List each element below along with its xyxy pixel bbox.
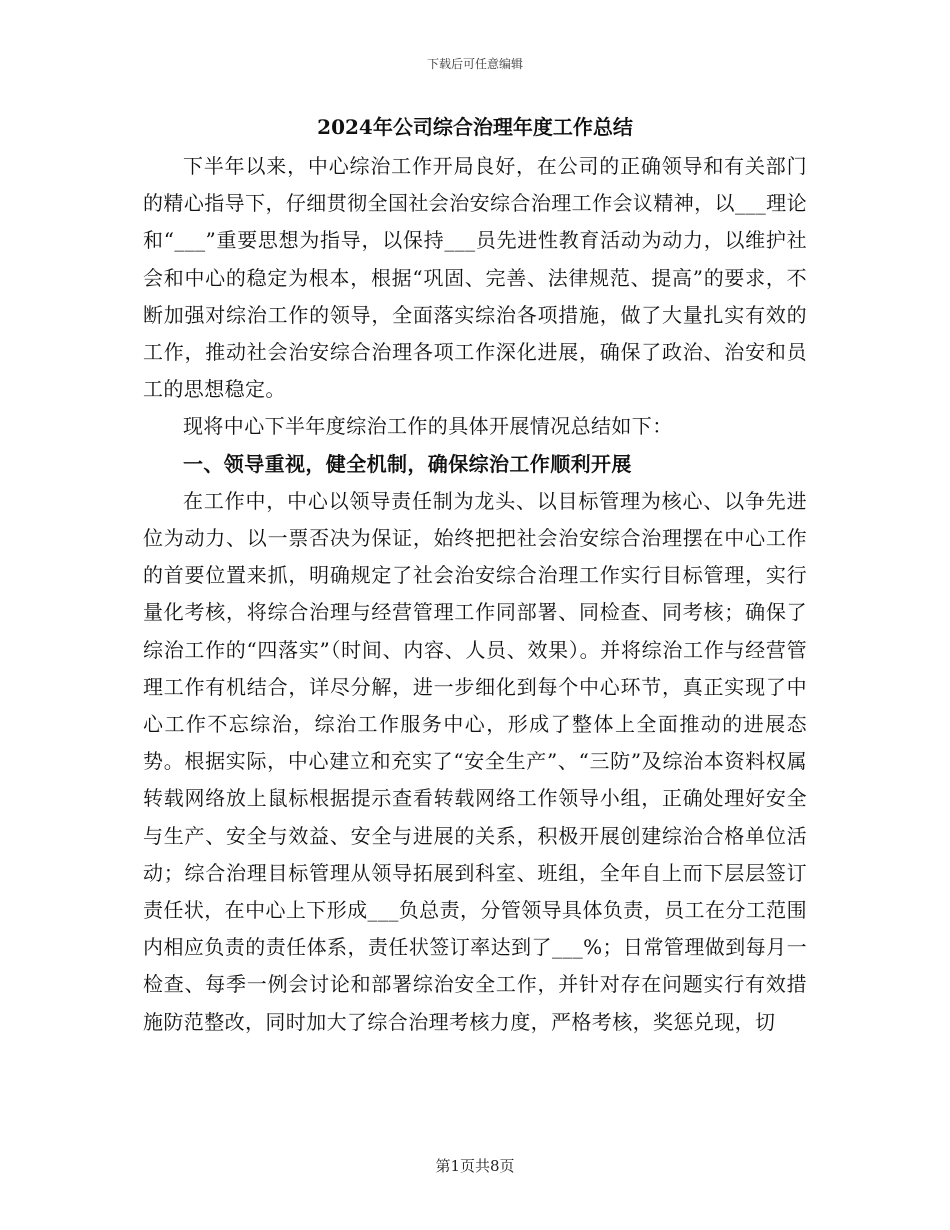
page-indicator: 第1页共8页 — [435, 1157, 515, 1175]
document-body — [143, 112, 807, 1041]
section-1-paragraph: 在工作中，中心以领导责任制为龙头、以目标管理为核心、以争先进位为动力、以一票否决为保证，始终把把社会治安综合治理摆在中心工作的首要位置来抓，明确规定了社会治安综合治理工作实行目标管理，实行量化考核，将综合治理与经营管理工作同部署、同检查、同考核；确保了综治工作的“四落实”（时间、内容、人员、效果）。并将综治工作与经营管理工作有机结合，详尽分解，进一步细化到每个中心环节，真正实现了中心工作不忘综治，综治工作服务中心，形成了整体上全面推动的进展态势。根据实际，中心建立和充实了“安全生产”、“三防”及综治本资料权属转载网络放上鼠标根据提示查看转载网络工作领导小组，正确处理好安全与生产、安全与效益、安全与进展的关系，积极开展创建综治合格单位活动；综合治理目标管理从领导拓展到科室、班组，全年自上而下层层签订责任状，在中心上下形成___负总责，分管领导具体负责，员工在分工范围内相应负责的责任体系，责任状签订率达到了___%；日常管理做到每月一检查、每季一例会讨论和部署综治安全工作，并针对存在问题实行有效措施防范整改，同时加大了综合治理考核力度，严格考核，奖惩兑现，切 — [143, 488, 807, 1034]
section-1-heading: 一、领导重视，健全机制，确保综治工作顺利开展 — [183, 451, 632, 476]
summary-intro-paragraph: 现将中心下半年度综治工作的具体开展情况总结如下： — [183, 414, 673, 439]
intro-paragraph: 下半年以来，中心综治工作开局良好，在公司的正确领导和有关部门的精心指导下，仔细贯彻全国社会治安综合治理工作会议精神，以___理论和“___”重要思想为指导，以保持___员先进性教育活动为动力，以维护社会和中心的稳定为根本，根据“巩固、完善、法律规范、提高”的要求，不断加强对综治工作的领导，全面落实综治各项措施，做了大量扎实有效的工作，推动社会治安综合治理各项工作深化进展，确保了政治、治安和员工的思想稳定。 — [143, 154, 807, 402]
header-note: 下载后可任意编辑 — [426, 57, 523, 71]
document-title: 2024年公司综合治理年度工作总结 — [317, 115, 633, 139]
